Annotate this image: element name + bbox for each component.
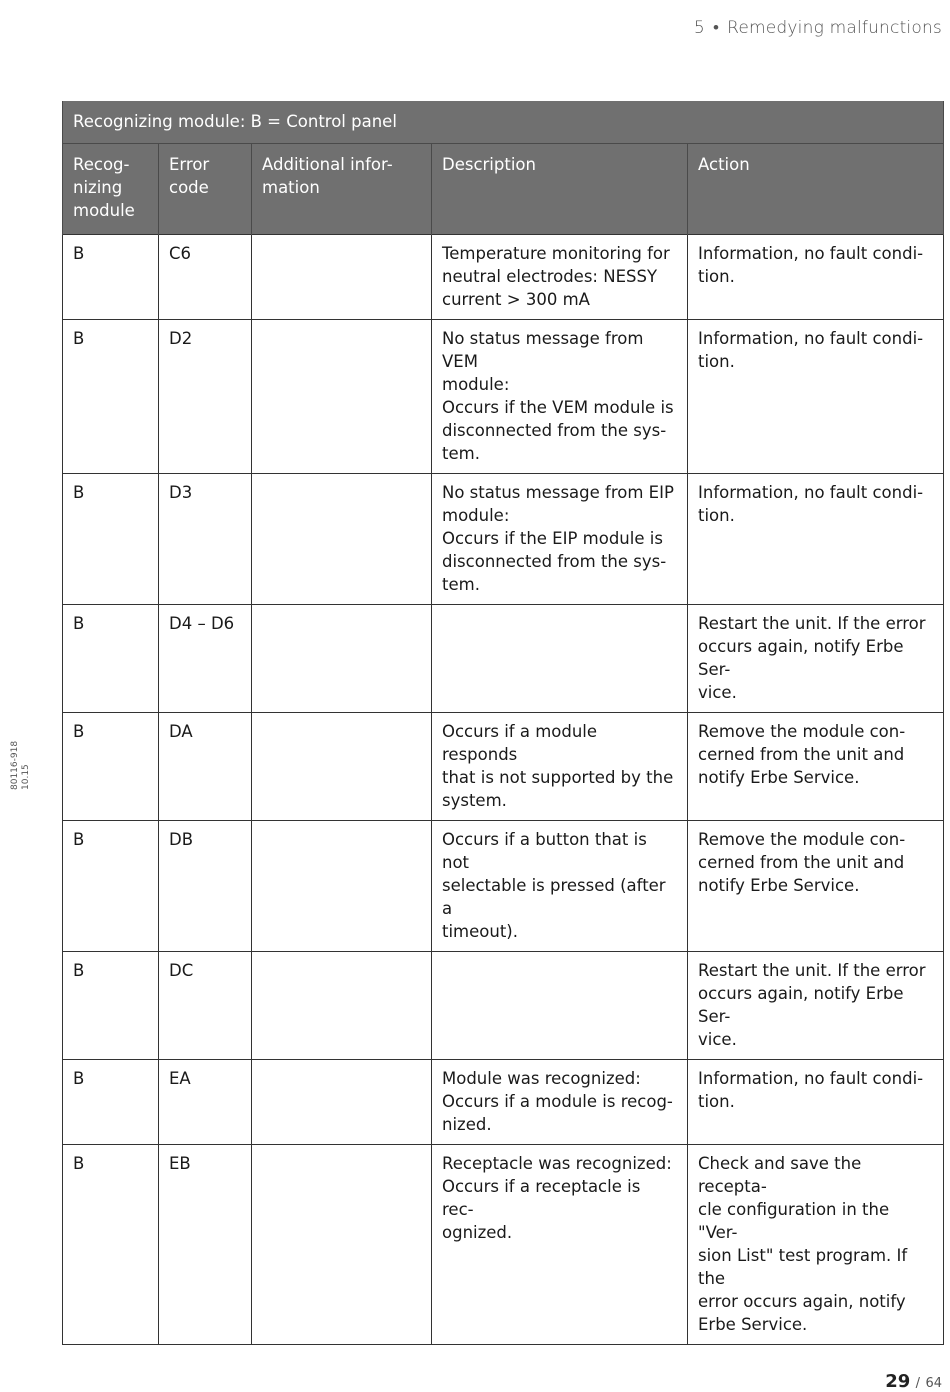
cell-error-code: DA <box>159 713 252 821</box>
cell-description: Occurs if a button that is not selectable is pressed (after a timeout). <box>432 821 688 952</box>
cell-error-code: D2 <box>159 320 252 474</box>
table-row <box>63 605 944 713</box>
cell-module: B <box>63 821 159 952</box>
header-additional-info: Additional infor- mation <box>252 144 432 235</box>
cell-action: Restart the unit. If the error occurs again, notify Erbe Ser- vice. <box>688 952 944 1060</box>
cell-error-code: DC <box>159 952 252 1060</box>
cell-error-code: DB <box>159 821 252 952</box>
page-number <box>885 1371 942 1392</box>
table-row <box>63 1145 944 1345</box>
cell-description: Occurs if a module responds that is not supported by the system. <box>432 713 688 821</box>
cell-module: B <box>63 1145 159 1345</box>
table-row <box>63 320 944 474</box>
running-head <box>694 18 942 38</box>
cell-description <box>432 952 688 1060</box>
cell-description <box>432 605 688 713</box>
cell-module: B <box>63 474 159 605</box>
document-date: 10.15 <box>21 764 31 790</box>
cell-additional-info <box>252 1145 432 1345</box>
cell-action: Information, no fault condi- tion. <box>688 320 944 474</box>
cell-description: Temperature monitoring for neutral electrodes: NESSY current > 300 mA <box>432 235 688 320</box>
chapter-title: Remedying malfunctions <box>727 18 942 38</box>
cell-error-code: C6 <box>159 235 252 320</box>
cell-additional-info <box>252 320 432 474</box>
cell-module: B <box>63 235 159 320</box>
cell-additional-info <box>252 605 432 713</box>
bullet-separator: • <box>712 18 720 38</box>
cell-description: Module was recognized: Occurs if a module is recog- nized. <box>432 1060 688 1145</box>
document-number: 80116-918 <box>10 740 20 790</box>
page-total: 64 <box>925 1376 942 1391</box>
cell-additional-info <box>252 474 432 605</box>
header-action: Action <box>688 144 944 235</box>
cell-additional-info <box>252 821 432 952</box>
chapter-number: 5 <box>693 18 705 38</box>
cell-module: B <box>63 713 159 821</box>
document-id <box>10 741 32 790</box>
cell-module: B <box>63 605 159 713</box>
table-row <box>63 474 944 605</box>
cell-action: Check and save the recepta- cle configuration in the "Ver- sion List" test program. If the error occurs again, notify Erbe Service. <box>688 1145 944 1345</box>
cell-action: Information, no fault condi- tion. <box>688 474 944 605</box>
cell-additional-info <box>252 713 432 821</box>
cell-module: B <box>63 1060 159 1145</box>
cell-error-code: EA <box>159 1060 252 1145</box>
header-description: Description <box>432 144 688 235</box>
cell-error-code: EB <box>159 1145 252 1345</box>
cell-error-code: D4 – D6 <box>159 605 252 713</box>
cell-description: Receptacle was recognized: Occurs if a receptacle is rec- ognized. <box>432 1145 688 1345</box>
page-current: 29 <box>885 1371 911 1392</box>
table-row <box>63 821 944 952</box>
cell-module: B <box>63 952 159 1060</box>
table-caption: Recognizing module: B = Control panel <box>63 101 944 144</box>
cell-additional-info <box>252 235 432 320</box>
cell-additional-info <box>252 952 432 1060</box>
table-row <box>63 952 944 1060</box>
cell-action: Remove the module con- cerned from the unit and notify Erbe Service. <box>688 713 944 821</box>
cell-additional-info <box>252 1060 432 1145</box>
table-row <box>63 1060 944 1145</box>
page-separator: / <box>915 1376 921 1391</box>
error-code-table <box>62 101 944 1345</box>
cell-description: No status message from VEM module: Occurs if the VEM module is disconnected from the sys- tem. <box>432 320 688 474</box>
cell-module: B <box>63 320 159 474</box>
cell-error-code: D3 <box>159 474 252 605</box>
cell-action: Remove the module con- cerned from the unit and notify Erbe Service. <box>688 821 944 952</box>
table-row <box>63 713 944 821</box>
cell-action: Information, no fault condi- tion. <box>688 235 944 320</box>
header-module: Recog- nizing module <box>63 144 159 235</box>
header-error-code: Error code <box>159 144 252 235</box>
cell-action: Information, no fault condi- tion. <box>688 1060 944 1145</box>
table-row <box>63 235 944 320</box>
cell-action: Restart the unit. If the error occurs again, notify Erbe Ser- vice. <box>688 605 944 713</box>
cell-description: No status message from EIP module: Occurs if the EIP module is disconnected from the sys- tem. <box>432 474 688 605</box>
